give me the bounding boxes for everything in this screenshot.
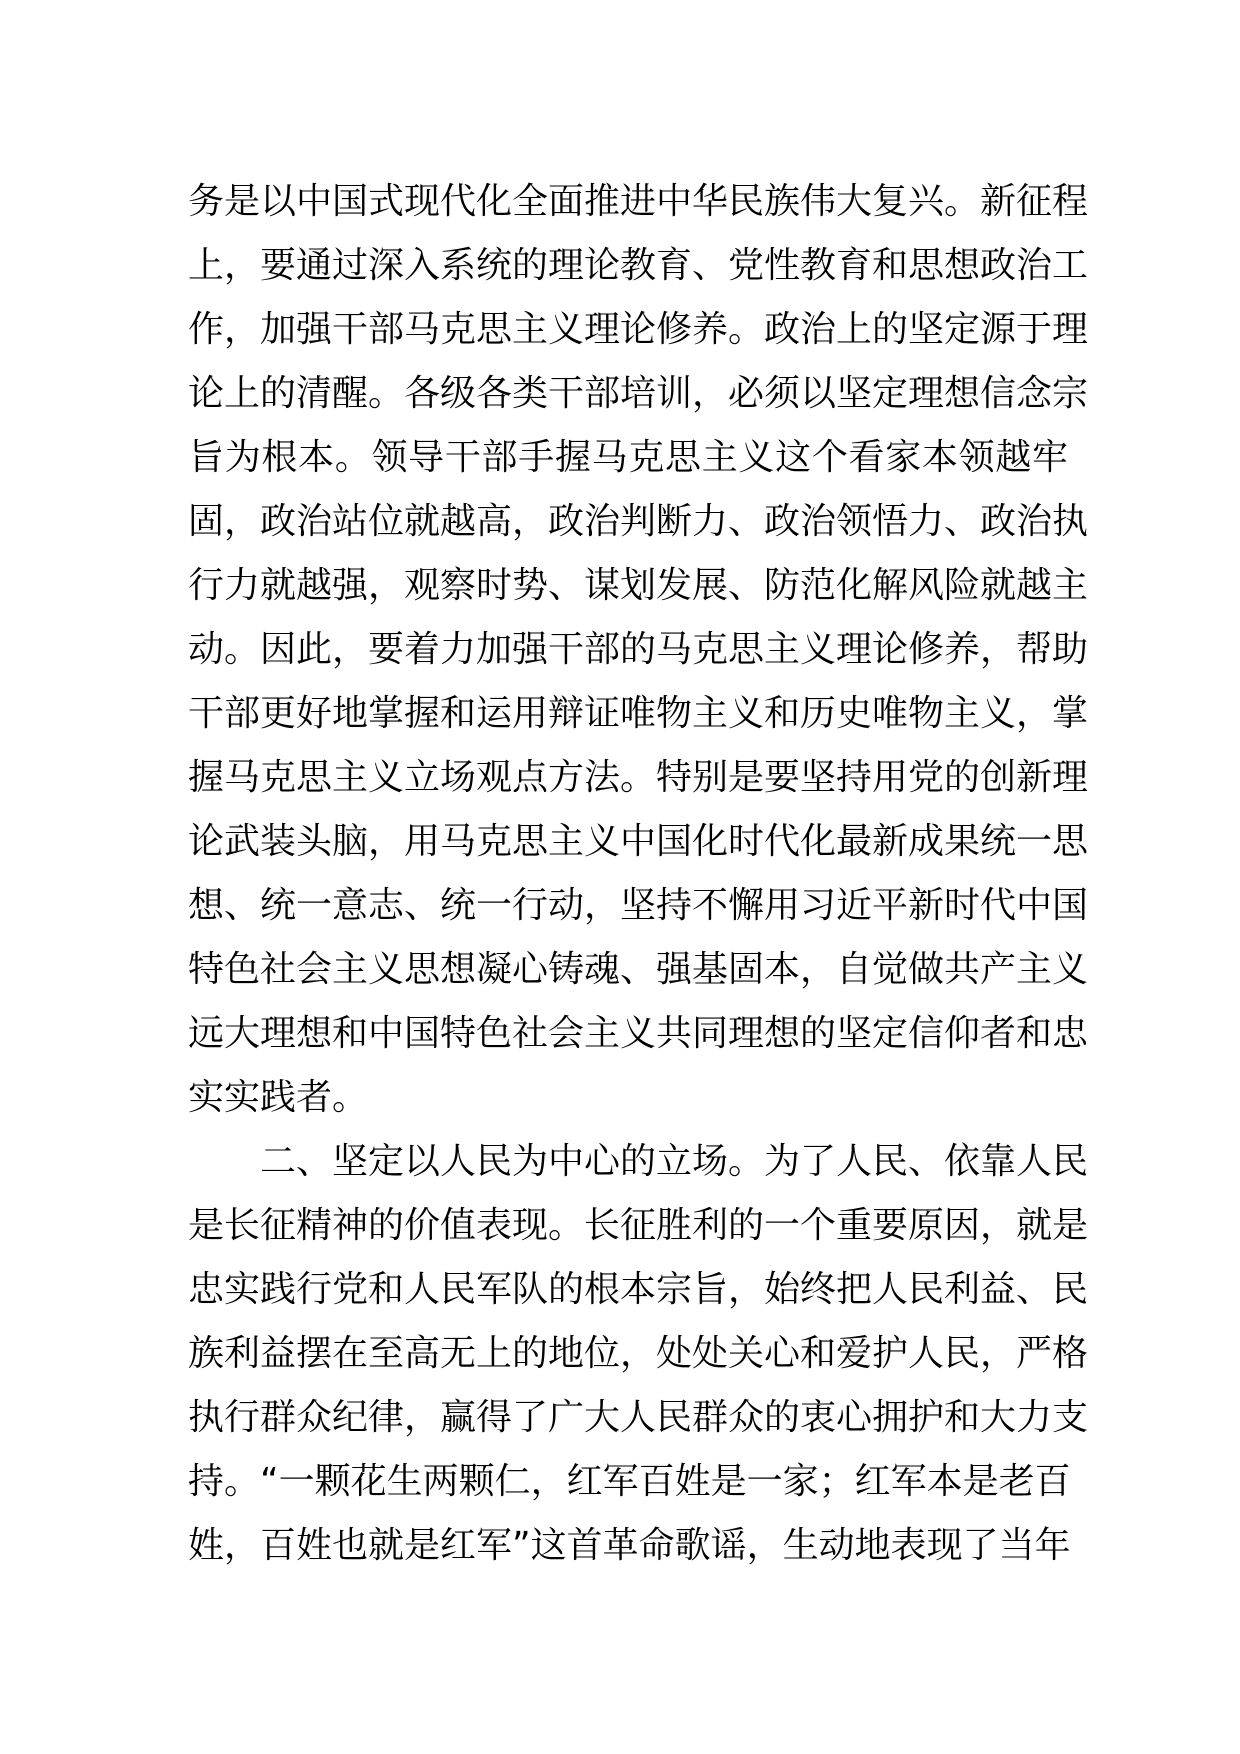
text-line: 论上的清醒。各级各类干部培训，必须以坚定理想信念宗: [188, 373, 1089, 414]
text-line: 是长征精神的价值表现。长征胜利的一个重要原因，就是: [188, 1205, 1089, 1246]
text-line: 干部更好地掌握和运用辩证唯物主义和历史唯物主义，掌: [188, 693, 1089, 734]
text-line: 动。因此，要着力加强干部的马克思主义理论修养，帮助: [188, 629, 1089, 670]
text-line: 论武装头脑，用马克思主义中国化时代化最新成果统一思: [188, 821, 1089, 862]
text-line: 忠实践行党和人民军队的根本宗旨，始终把人民利益、民: [188, 1269, 1089, 1310]
text-line: 持。“一颗花生两颗仁，红军百姓是一家；红军本是老百: [188, 1461, 1071, 1502]
text-line: 族利益摆在至高无上的地位，处处关心和爱护人民，严格: [188, 1333, 1089, 1374]
text-line: 作，加强干部马克思主义理论修养。政治上的坚定源于理: [188, 309, 1089, 350]
body-text: [188, 170, 1089, 1578]
text-line: 旨为根本。领导干部手握马克思主义这个看家本领越牢: [188, 437, 1068, 478]
text-line: 握马克思主义立场观点方法。特别是要坚持用党的创新理: [188, 757, 1089, 798]
paragraph-end-line: 实实践者。: [188, 1077, 369, 1118]
text-line: 想、统一意志、统一行动，坚持不懈用习近平新时代中国: [188, 885, 1089, 926]
text-line: 上，要通过深入系统的理论教育、党性教育和思想政治工: [188, 245, 1089, 286]
text-line: 特色社会主义思想凝心铸魂、强基固本，自觉做共产主义: [188, 949, 1089, 990]
text-line: 远大理想和中国特色社会主义共同理想的坚定信仰者和忠: [188, 1013, 1089, 1054]
text-line: 姓，百姓也就是红军”这首革命歌谣，生动地表现了当年: [188, 1525, 1071, 1566]
text-line: 执行群众纪律，赢得了广大人民群众的衷心拥护和大力支: [188, 1397, 1089, 1438]
text-line: 固，政治站位就越高，政治判断力、政治领悟力、政治执: [188, 501, 1089, 542]
text-line: 务是以中国式现代化全面推进中华民族伟大复兴。新征程: [188, 181, 1089, 222]
section-heading-line: 二、坚定以人民为中心的立场。为了人民、依靠人民: [188, 1141, 1089, 1182]
text-line: 行力就越强，观察时势、谋划发展、防范化解风险就越主: [188, 565, 1089, 606]
